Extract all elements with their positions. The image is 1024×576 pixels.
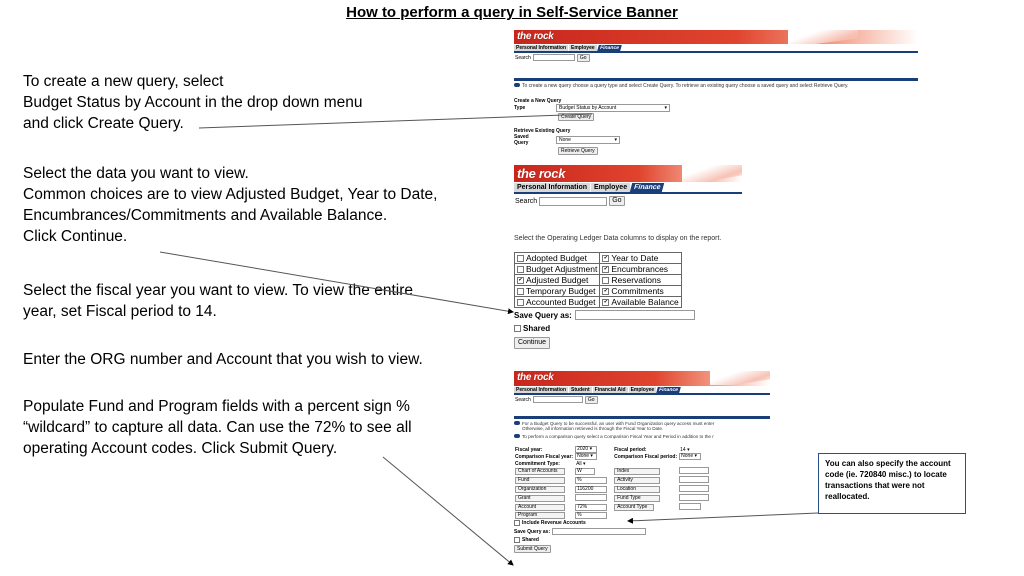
arrow-continue — [160, 252, 513, 312]
create-query-button[interactable]: Create Query — [558, 113, 594, 121]
commitment-type-label: Commitment Type: — [515, 460, 560, 467]
type-label: Type — [514, 105, 526, 111]
organization-label: Organization — [515, 486, 565, 493]
shared-label: Shared — [522, 537, 539, 543]
query-type-select[interactable]: Budget Status by Account ▾ — [556, 104, 670, 112]
instruction-create-query: To create a new query, select Budget Status by Account in the drop down menu and click Create Query. — [23, 73, 363, 132]
arrow-submit-query — [383, 457, 513, 565]
fund-input[interactable]: % — [575, 477, 607, 484]
checkbox-encumbrances[interactable]: ✔ — [603, 266, 608, 273]
chevron-down-icon: ▾ — [614, 137, 617, 143]
go-button[interactable]: Go — [585, 396, 598, 404]
comparison-fiscal-period-label: Comparison Fiscal period: — [614, 453, 678, 460]
saved-query-select[interactable]: None ▾ — [556, 136, 620, 144]
shared-label: Shared — [523, 324, 551, 333]
table-row: Budget Adjustment ✔ Encumbrances — [515, 264, 682, 275]
create-heading: Create a New Query — [514, 98, 562, 104]
table-row: ✔ Adjusted Budget Reservations — [515, 275, 682, 286]
instruction-wildcard: Populate Fund and Program fields with a percent sign % “wildcard” to capture all data. Can use the 72% to see all operating Account codes. Click Submit Query. — [23, 398, 412, 457]
program-input[interactable]: % — [575, 512, 607, 519]
chart-of-accounts-input[interactable]: W — [575, 468, 595, 475]
include-revenue-label: Include Revenue Accounts — [522, 520, 586, 526]
info-message-comparison: To perform a comparison query select a Comparison Fiscal Year and Period in addition to the r — [514, 434, 770, 439]
arrow-create-query — [199, 114, 592, 128]
page-title: How to perform a query in Self-Service Banner — [346, 4, 678, 21]
account-code-callout: You can also specify the account code (ie. 720840 misc.) to locate transactions that were not reallocated. — [818, 453, 966, 514]
chart-of-accounts-label: Chart of Accounts — [515, 468, 565, 475]
saved-query-label: Saved Query — [514, 134, 529, 146]
checkbox-available-balance[interactable]: ✔ — [603, 299, 608, 306]
continue-button[interactable]: Continue — [514, 337, 550, 349]
table-row: Adopted Budget ✔ Year to Date — [515, 253, 682, 264]
comparison-fiscal-period-select[interactable]: None ▾ — [679, 453, 701, 460]
comparison-fiscal-year-select[interactable]: None ▾ — [575, 453, 597, 460]
activity-label: Activity — [614, 477, 660, 484]
info-message-access: For a Budget Query to be successful, an user with Fund Organization query access must enter Otherwise, all information retrieved is through the Fiscal Year to Date. — [514, 421, 770, 431]
tab-personal-information[interactable]: Personal Information — [516, 45, 567, 51]
save-query-label: Save Query as: — [514, 310, 572, 320]
tab-financial-aid[interactable]: Financial Aid — [594, 387, 626, 393]
checkbox-adjusted-budget[interactable]: ✔ — [518, 277, 523, 284]
info-message: To create a new query choose a query type and select Create Query. To retrieve an existing query choose a saved query and select Retrieve Query. — [514, 83, 918, 89]
fiscal-period-select[interactable]: 14 ▾ — [679, 448, 693, 453]
the-rock-logo: the rock — [517, 372, 554, 383]
tab-finance[interactable]: Finance — [598, 45, 620, 51]
the-rock-logo: the rock — [517, 31, 554, 42]
table-row: Temporary Budget ✔ Commitments — [515, 286, 682, 297]
checkbox-commitments[interactable]: ✔ — [603, 288, 608, 295]
columns-instruction: Select the Operating Ledger Data columns to display on the report. — [514, 235, 722, 242]
tab-employee[interactable]: Employee — [591, 183, 630, 192]
fiscal-year-select[interactable]: 2020 ▾ — [575, 446, 597, 453]
account-input[interactable]: 72% — [575, 504, 607, 511]
fund-label: Fund — [515, 477, 565, 484]
grant-label: Grant — [515, 495, 565, 502]
retrieve-query-button[interactable]: Retrieve Query — [558, 147, 598, 155]
search-label: Search — [515, 396, 531, 403]
the-rock-logo: the rock — [517, 166, 566, 181]
account-label: Account — [515, 504, 565, 511]
organization-input[interactable]: 116200 — [575, 486, 607, 493]
location-label: Location — [614, 486, 660, 493]
submit-query-button[interactable]: Submit Query — [514, 545, 551, 553]
go-button[interactable]: Go — [609, 196, 624, 206]
tab-employee[interactable]: Employee — [630, 387, 655, 393]
comparison-fiscal-year-label: Comparison Fiscal year: — [515, 453, 574, 460]
tab-personal-information[interactable]: Personal Information — [516, 387, 567, 393]
program-label: Program — [515, 512, 565, 519]
fiscal-period-label: Fiscal period: — [614, 446, 647, 453]
go-button[interactable]: Go — [577, 54, 590, 62]
checkbox-year-to-date[interactable]: ✔ — [603, 255, 608, 262]
search-label: Search — [515, 197, 538, 205]
account-type-label: Account Type — [614, 504, 654, 511]
search-label: Search — [515, 54, 531, 61]
index-label: Index — [614, 468, 660, 475]
save-query-label: Save Query as: — [514, 528, 551, 535]
tab-employee[interactable]: Employee — [571, 45, 595, 51]
tab-finance[interactable]: Finance — [658, 387, 679, 393]
tab-personal-information[interactable]: Personal Information — [514, 183, 590, 192]
retrieve-heading: Retrieve Existing Query — [514, 128, 571, 134]
chevron-down-icon: ▾ — [664, 105, 667, 111]
tab-student[interactable]: Student — [571, 387, 590, 393]
instruction-org-account: Enter the ORG number and Account that you wish to view. — [23, 351, 423, 368]
tab-finance[interactable]: Finance — [630, 183, 665, 192]
commitment-type-select[interactable]: All ▾ — [575, 462, 597, 467]
fund-type-label: Fund Type — [614, 495, 660, 502]
arrow-account-code — [628, 513, 818, 521]
instruction-fiscal-year: Select the fiscal year you want to view. To view the entire year, set Fiscal period to 14. — [23, 282, 413, 320]
fiscal-year-label: Fiscal year: — [515, 446, 543, 453]
table-row: Accounted Budget ✔ Available Balance — [515, 297, 682, 308]
instruction-select-data: Select the data you want to view. Common choices are to view Adjusted Budget, Year to Date, Encumbrances/Commitments and Available Balance. Click Continue. — [23, 165, 438, 245]
